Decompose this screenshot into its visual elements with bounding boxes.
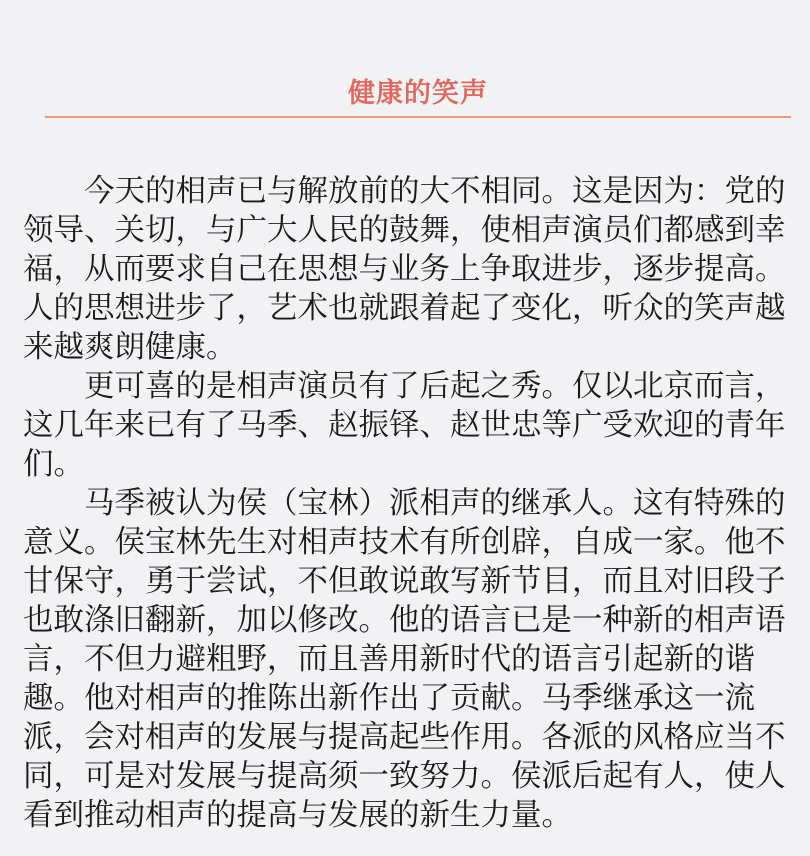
paragraph: 马季被认为侯（宝林）派相声的继承人。这有特殊的意义。侯宝林先生对相声技术有所创辟，自成一家。他不甘保守，勇于尝试，不但敢说敢写新节目，而且对旧段子也敢涤旧翻新，加以修改。他的语言已是一种新的相声语言，不但力避粗野，而且善用新时代的语言引起新的谐趣。他对相声的推陈出新作出了贡献。马季继承这一流派，会对相声的发展与提高起些作用。各派的风格应当不同，可是对发展与提高须一致努力。侯派后起有人，使人看到推动相声的提高与发展的新生力量。 [23, 486, 786, 833]
article-body [23, 172, 810, 835]
title-divider [45, 116, 791, 118]
paragraph: 更可喜的是相声演员有了后起之秀。仅以北京而言，这几年来已有了马季、赵振铎、赵世忠等广受欢迎的青年们。 [23, 369, 786, 482]
paragraph: 今天的相声已与解放前的大不相同。这是因为：党的领导、关切，与广大人民的鼓舞，使相声演员们都感到幸福，从而要求自己在思想与业务上争取进步，逐步提高。人的思想进步了，艺术也就跟着起了变化，听众的笑声越来越爽朗健康。 [23, 174, 786, 365]
article-title: 健康的笑声 [348, 78, 488, 110]
